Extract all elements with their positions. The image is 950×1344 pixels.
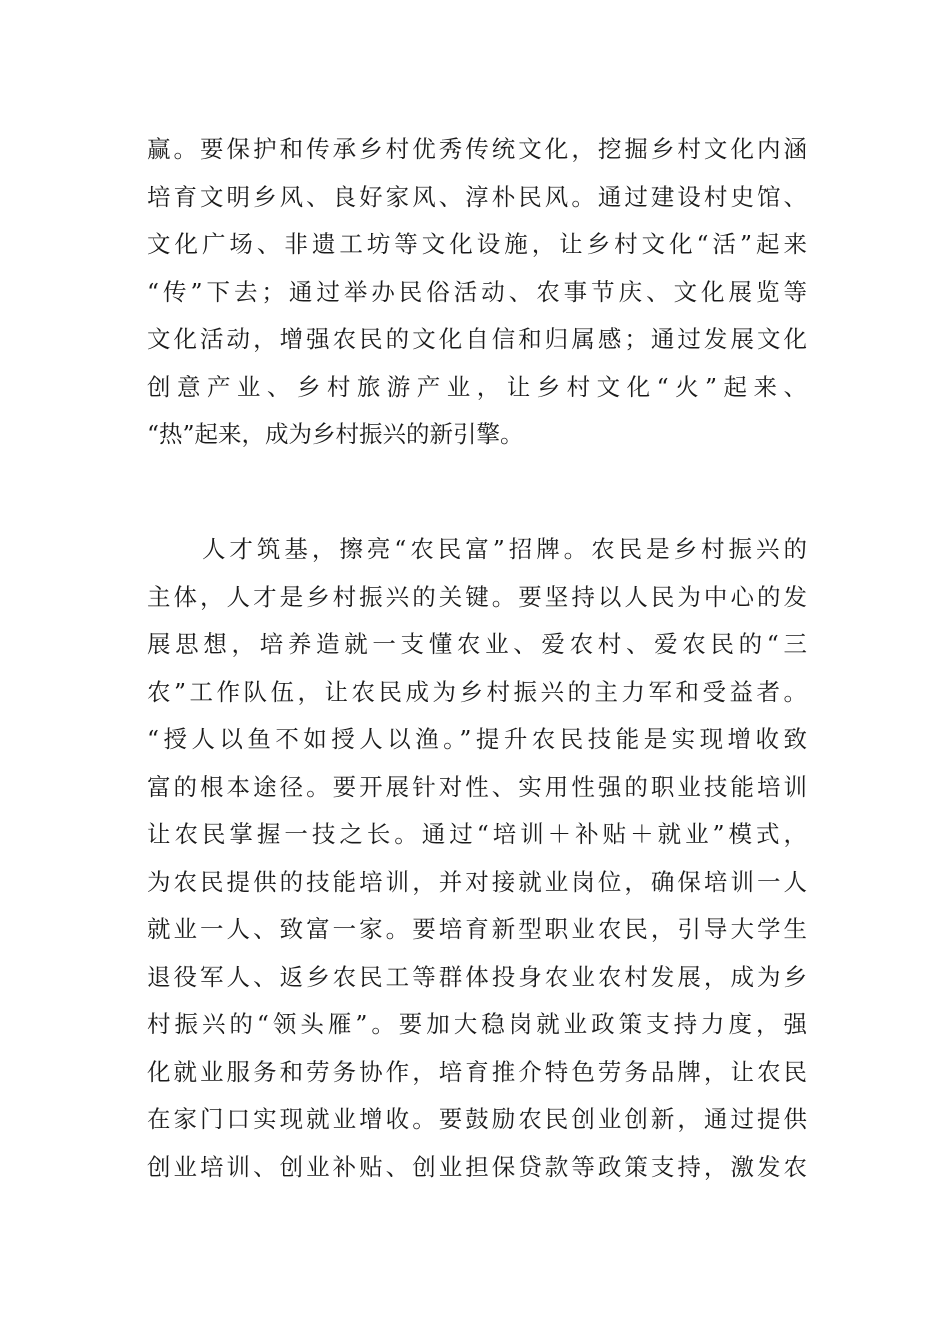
text-line: 为农民提供的技能培训，并对接就业岗位，确保培训一人 (147, 867, 807, 896)
text-line: 在家门口实现就业增收。要鼓励农民创业创新，通过提供 (147, 1105, 807, 1133)
paragraph-talent (147, 526, 807, 1191)
text-line: 富的根本途径。要开展针对性、实用性强的职业技能培训 (147, 772, 807, 801)
text-line: 主体，人才是乡村振兴的关键。要坚持以人民为中心的发 (147, 582, 807, 611)
text-line: 就业一人、致富一家。要培育新型职业农民，引导大学生 (147, 915, 807, 943)
text-line: 让农民掌握一技之长。通过“培训＋补贴＋就业”模式， (147, 820, 807, 848)
text-line: “传”下去；通过举办民俗活动、农事节庆、文化展览等 (147, 277, 807, 306)
text-line: 文化活动，增强农民的文化自信和归属感；通过发展文化 (147, 325, 807, 353)
text-line: “授人以鱼不如授人以渔。”提升农民技能是实现增收致 (147, 725, 807, 753)
text-line: 培育文明乡风、良好家风、淳朴民风。通过建设村史馆、 (147, 182, 807, 211)
text-line: 赢。要保护和传承乡村优秀传统文化，挖掘乡村文化内涵 (147, 135, 807, 163)
text-line: 创意产业、乡村旅游产业，让乡村文化“火”起来、 (147, 372, 807, 401)
text-line: 村振兴的“领头雁”。要加大稳岗就业政策支持力度，强 (147, 1010, 807, 1038)
text-line: 文化广场、非遗工坊等文化设施，让乡村文化“活”起来 (147, 230, 807, 258)
text-line: 化就业服务和劳务协作，培育推介特色劳务品牌，让农民 (147, 1057, 807, 1086)
text-line: 人才筑基，擦亮“农民富”招牌。农民是乡村振兴的 (147, 535, 807, 563)
text-line: 创业培训、创业补贴、创业担保贷款等政策支持，激发农 (147, 1152, 807, 1181)
text-line: “热”起来，成为乡村振兴的新引擎。 (147, 420, 524, 448)
text-line: 展思想，培养造就一支懂农业、爱农村、爱农民的“三 (147, 630, 807, 658)
paragraph-culture (147, 126, 807, 459)
text-line: 退役军人、返乡农民工等群体投身农业农村发展，成为乡 (147, 962, 807, 991)
text-line: 农”工作队伍，让农民成为乡村振兴的主力军和受益者。 (147, 677, 807, 706)
